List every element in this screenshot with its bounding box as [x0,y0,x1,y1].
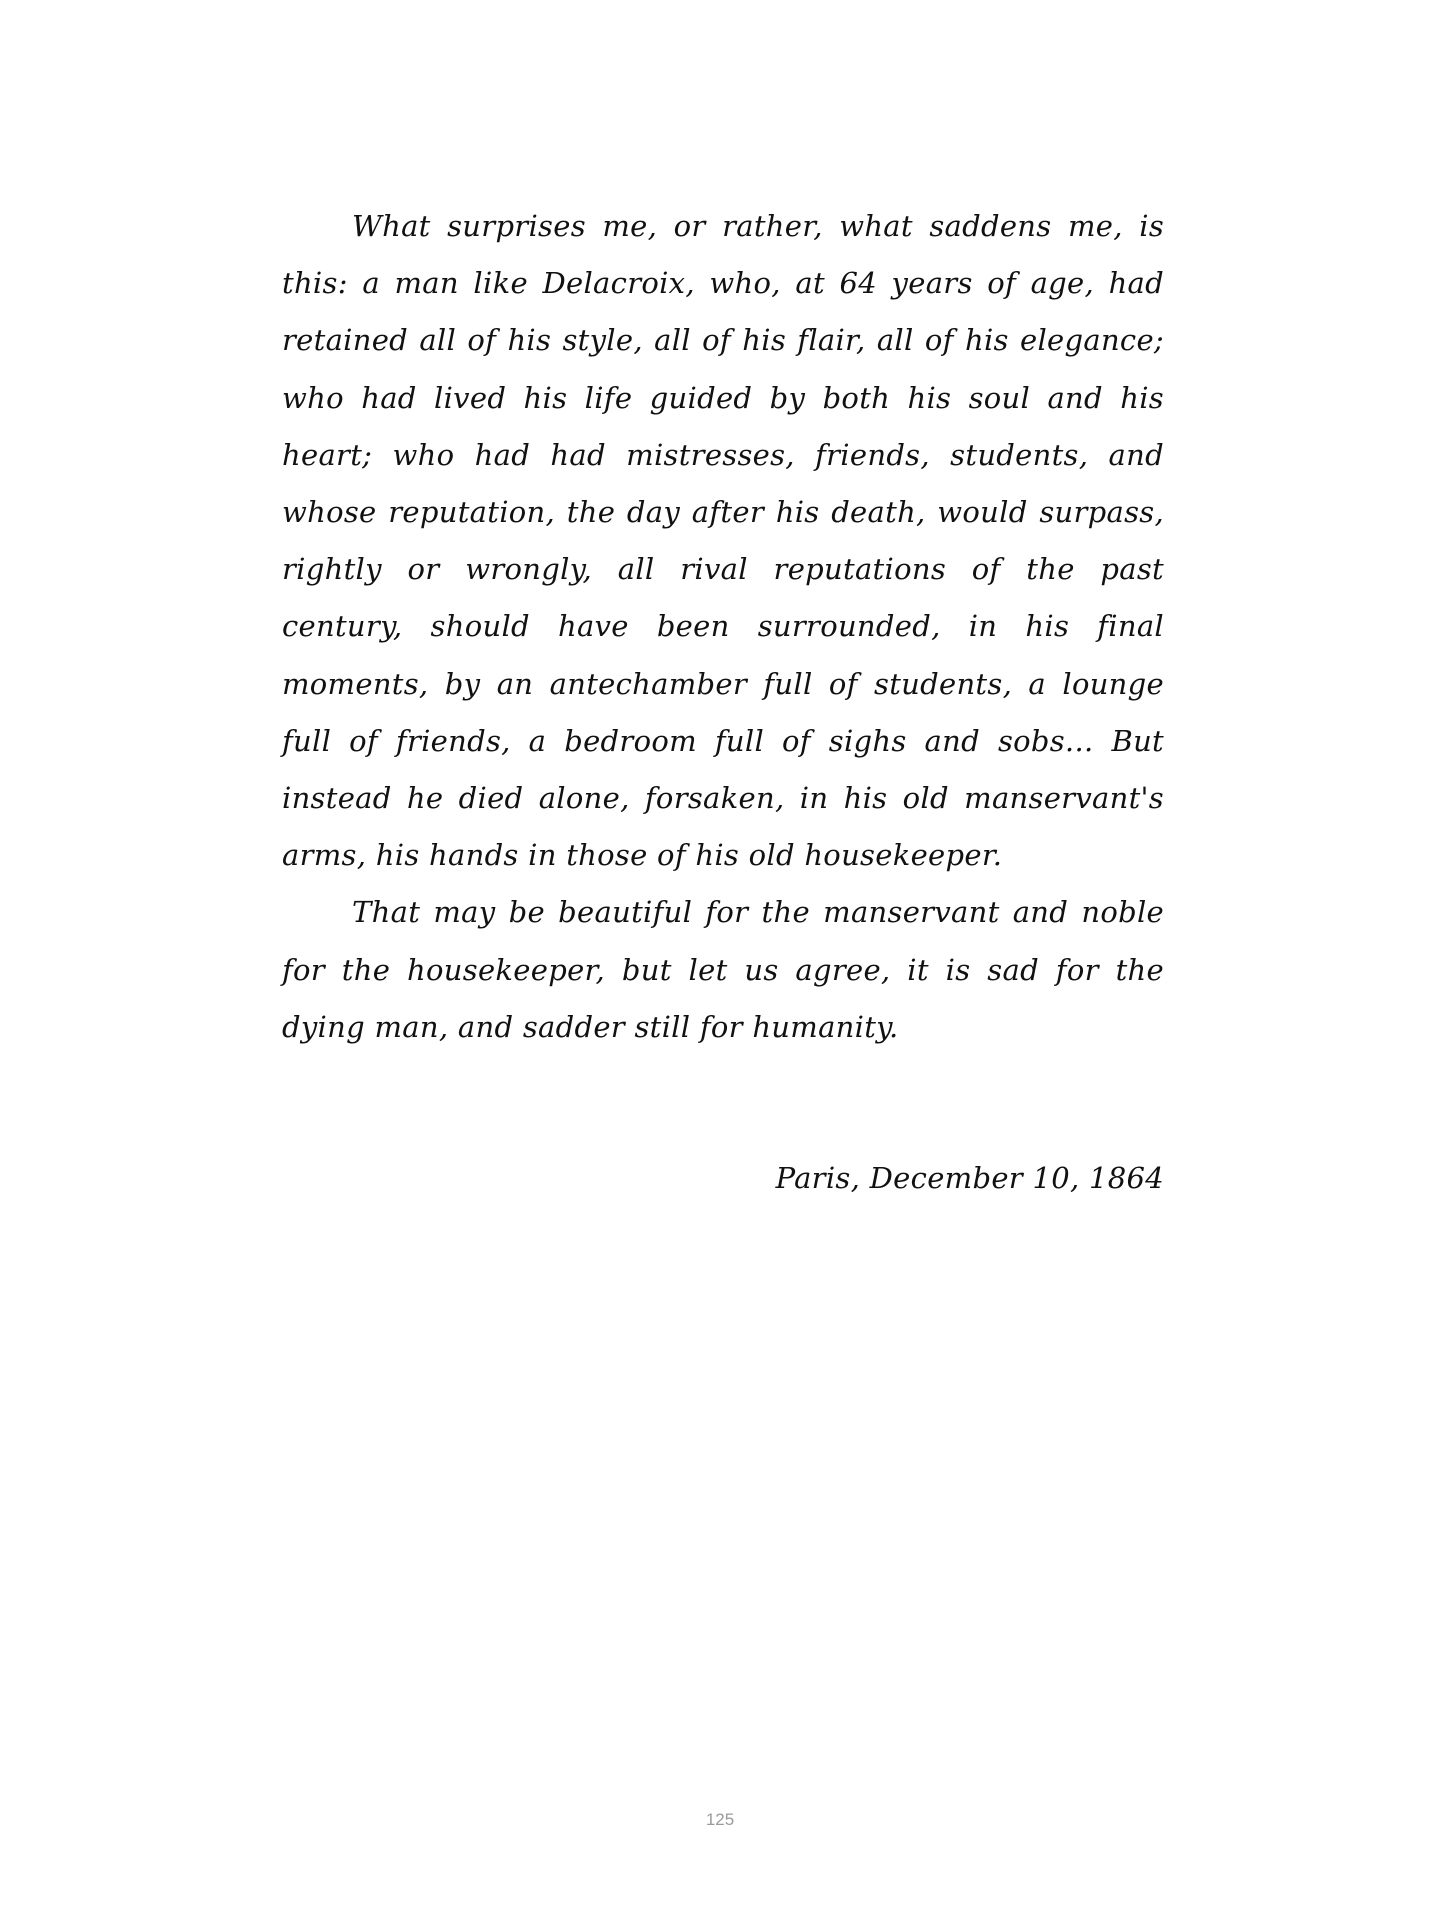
body-text [282,198,1164,1056]
paragraph-2: That may be beautiful for the manservant and noble for the housekeeper, but let us agree, it is sad for the dying man, and sadder still for humanity. [282,895,1164,1044]
page-number: 125 [705,1810,735,1829]
paragraph-1: What surprises me, or rather, what saddens me, is this: a man like Delacroix, who, at 64 years of age, had retained all of his style, all of his flair, all of his elegance; who had lived his life guided by both his soul and his heart; who had had mistresses, friends, students, and whose reputation, the day after his death, would surpass, rightly or wrongly, all rival reputations of the past century, should have been surrounded, in his final moments, by an antechamber full of students, a lounge full of friends, a bedroom full of sighs and sobs... But instead he died alone, forsaken, in his old manservant's arms, his hands in those of his old housekeeper. [282,209,1164,873]
date-signature: Paris, December 10, 1864 [775,1161,1164,1195]
